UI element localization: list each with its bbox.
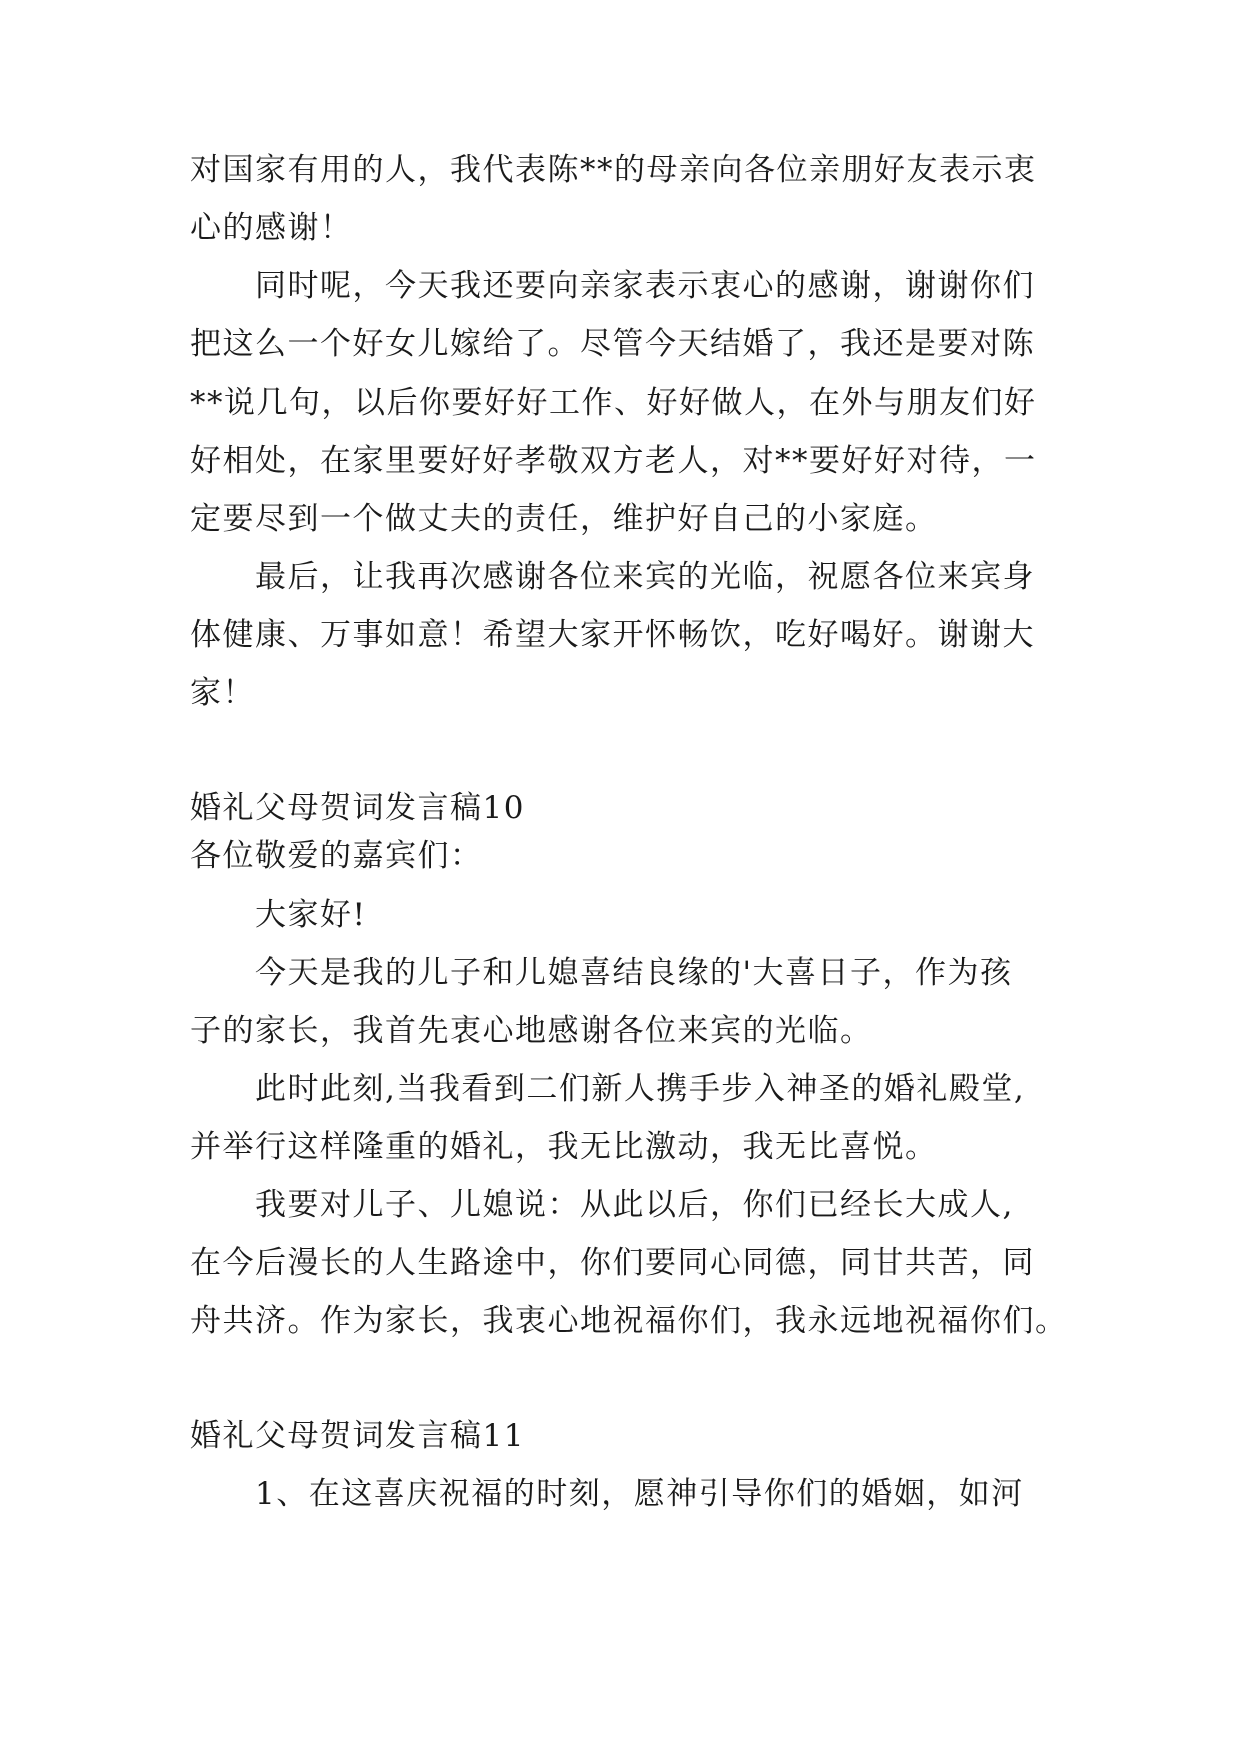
paragraph-line: 并举行这样隆重的婚礼，我无比激动，我无比喜悦。	[190, 1129, 938, 1165]
paragraph-line: 同时呢，今天我还要向亲家表示衷心的感谢，谢谢你们	[255, 268, 1035, 304]
list-item: 1、在这喜庆祝福的时刻，愿神引导你们的婚姻，如河	[255, 1476, 1024, 1512]
greeting: 大家好!	[255, 897, 367, 933]
section-heading: 婚礼父母贺词发言稿10	[190, 790, 525, 826]
paragraph-line: 心的感谢！	[190, 210, 353, 246]
paragraph-line: 最后，让我再次感谢各位来宾的光临，祝愿各位来宾身	[255, 559, 1035, 595]
paragraph-line: 定要尽到一个做丈夫的责任，维护好自己的小家庭。	[190, 501, 938, 537]
paragraph-line: 家！	[190, 675, 255, 711]
paragraph-line: 在今后漫长的人生路途中，你们要同心同德，同甘共苦，同	[190, 1245, 1035, 1281]
section-heading: 婚礼父母贺词发言稿11	[190, 1418, 525, 1454]
paragraph-line: 把这么一个好女儿嫁给了。尽管今天结婚了，我还是要对陈	[190, 326, 1035, 362]
paragraph-line: 子的家长，我首先衷心地感谢各位来宾的光临。	[190, 1013, 873, 1049]
paragraph-line: 此时此刻,当我看到二们新人携手步入神圣的婚礼殿堂,	[255, 1071, 1026, 1107]
paragraph-line: **说几句，以后你要好好工作、好好做人，在外与朋友们好	[190, 385, 1037, 421]
paragraph-line: 体健康、万事如意！希望大家开怀畅饮，吃好喝好。谢谢大	[190, 617, 1035, 653]
paragraph-line: 舟共济。作为家长，我衷心地祝福你们，我永远地祝福你们。	[190, 1303, 1068, 1339]
salutation: 各位敬爱的嘉宾们：	[190, 838, 483, 874]
paragraph-line: 今天是我的儿子和儿媳喜结良缘的'大喜日子，作为孩	[255, 955, 1013, 991]
paragraph-line: 好相处，在家里要好好孝敬双方老人，对**要好好对待，一	[190, 443, 1037, 479]
paragraph-line: 我要对儿子、儿媳说：从此以后，你们已经长大成人,	[255, 1187, 1014, 1223]
paragraph-line: 对国家有用的人，我代表陈**的母亲向各位亲朋好友表示衷	[190, 152, 1037, 188]
